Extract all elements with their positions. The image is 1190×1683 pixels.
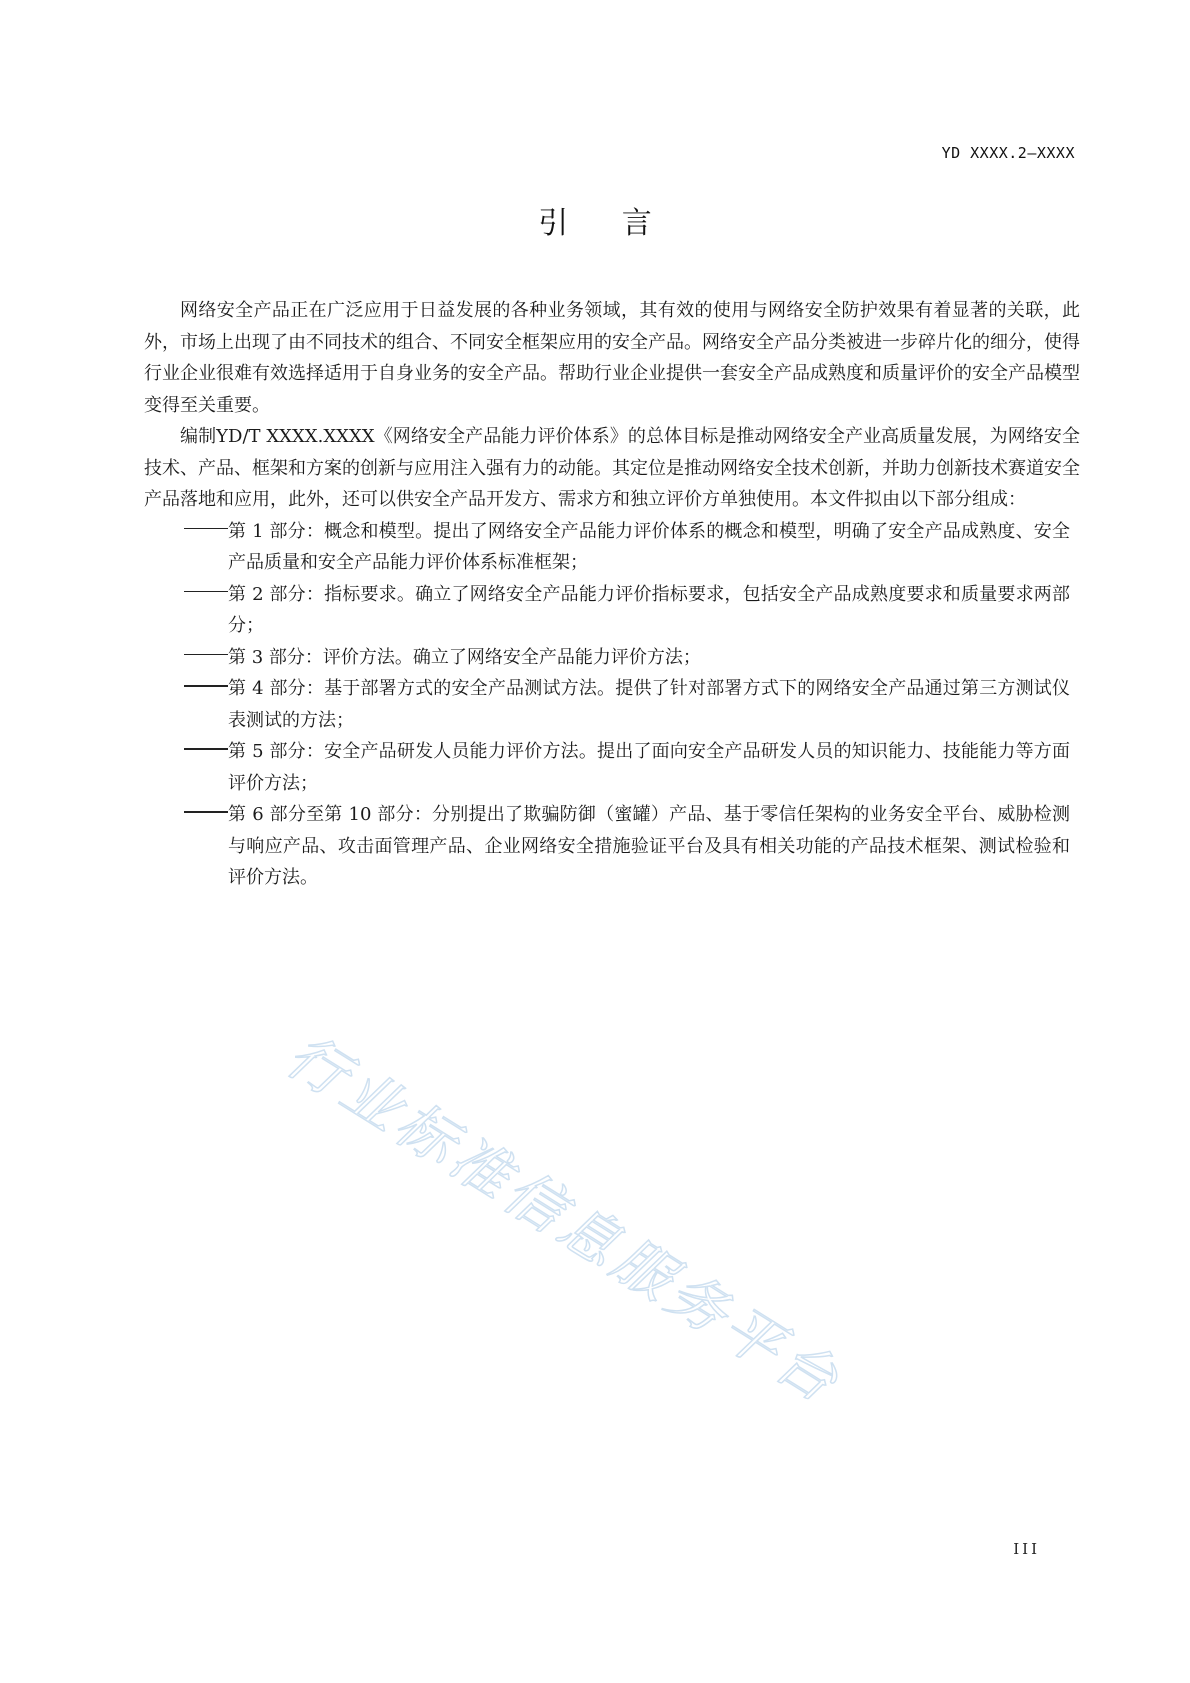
list-item-part-1	[144, 516, 1070, 579]
dash-marker	[184, 799, 228, 831]
body-text	[144, 295, 1080, 894]
section-title: 引 言	[538, 206, 674, 241]
list-item-part-3	[144, 642, 1070, 674]
paragraph-scope: 编制YD/T XXXX.XXXX《网络安全产品能力评价体系》的总体目标是推动网络安全产业高质量发展，为网络安全技术、产品、框架和方案的创新与应用注入强有力的动能。其定位是推动网络安全技术创新，并助力创新技术赛道安全产品落地和应用，此外，还可以供安全产品开发方、需求方和独立评价方单独使用。本文件拟由以下部分组成：	[144, 426, 1080, 510]
list-item-part-2	[144, 579, 1070, 642]
watermark: 行业标准信息服务平台	[275, 1021, 854, 1418]
list-item-text: 第 3 部分：评价方法。确立了网络安全产品能力评价方法；	[228, 646, 701, 668]
dash-marker	[184, 736, 228, 768]
list-item-part-4	[144, 673, 1070, 736]
page-number: III	[1013, 1540, 1040, 1558]
list-item-text: 第 2 部分：指标要求。确立了网络安全产品能力评价指标要求，包括安全产品成熟度要求和质量要求两部分；	[228, 583, 1070, 636]
list-item-text: 第 6 部分至第 10 部分：分别提出了欺骗防御（蜜罐）产品、基于零信任架构的业务安全平台、威胁检测与响应产品、攻击面管理产品、企业网络安全措施验证平台及具有相关功能的产品技术框架、测试检验和评价方法。	[228, 804, 1070, 888]
list-item-text: 第 4 部分：基于部署方式的安全产品测试方法。提供了针对部署方式下的网络安全产品通过第三方测试仪表测试的方法；	[228, 678, 1070, 731]
list-item-part-6-10	[144, 799, 1070, 894]
list-item-text: 第 5 部分：安全产品研发人员能力评价方法。提出了面向安全产品研发人员的知识能力、技能能力等方面评价方法；	[228, 741, 1070, 794]
dash-marker	[184, 579, 228, 611]
paragraph-intro: 网络安全产品正在广泛应用于日益发展的各种业务领域，其有效的使用与网络安全防护效果有着显著的关联，此外，市场上出现了由不同技术的组合、不同安全框架应用的安全产品。网络安全产品分类被进一步碎片化的细分，使得行业企业很难有效选择适用于自身业务的安全产品。帮助行业企业提供一套安全产品成熟度和质量评价的安全产品模型变得至关重要。	[144, 300, 1080, 416]
document-code: YD XXXX.2—XXXX	[941, 144, 1075, 162]
dash-marker	[184, 642, 228, 674]
dash-marker	[184, 516, 228, 548]
list-item-part-5	[144, 736, 1070, 799]
list-item-text: 第 1 部分：概念和模型。提出了网络安全产品能力评价体系的概念和模型，明确了安全产品成熟度、安全产品质量和安全产品能力评价体系标准框架；	[228, 520, 1070, 573]
dash-marker	[184, 673, 228, 705]
